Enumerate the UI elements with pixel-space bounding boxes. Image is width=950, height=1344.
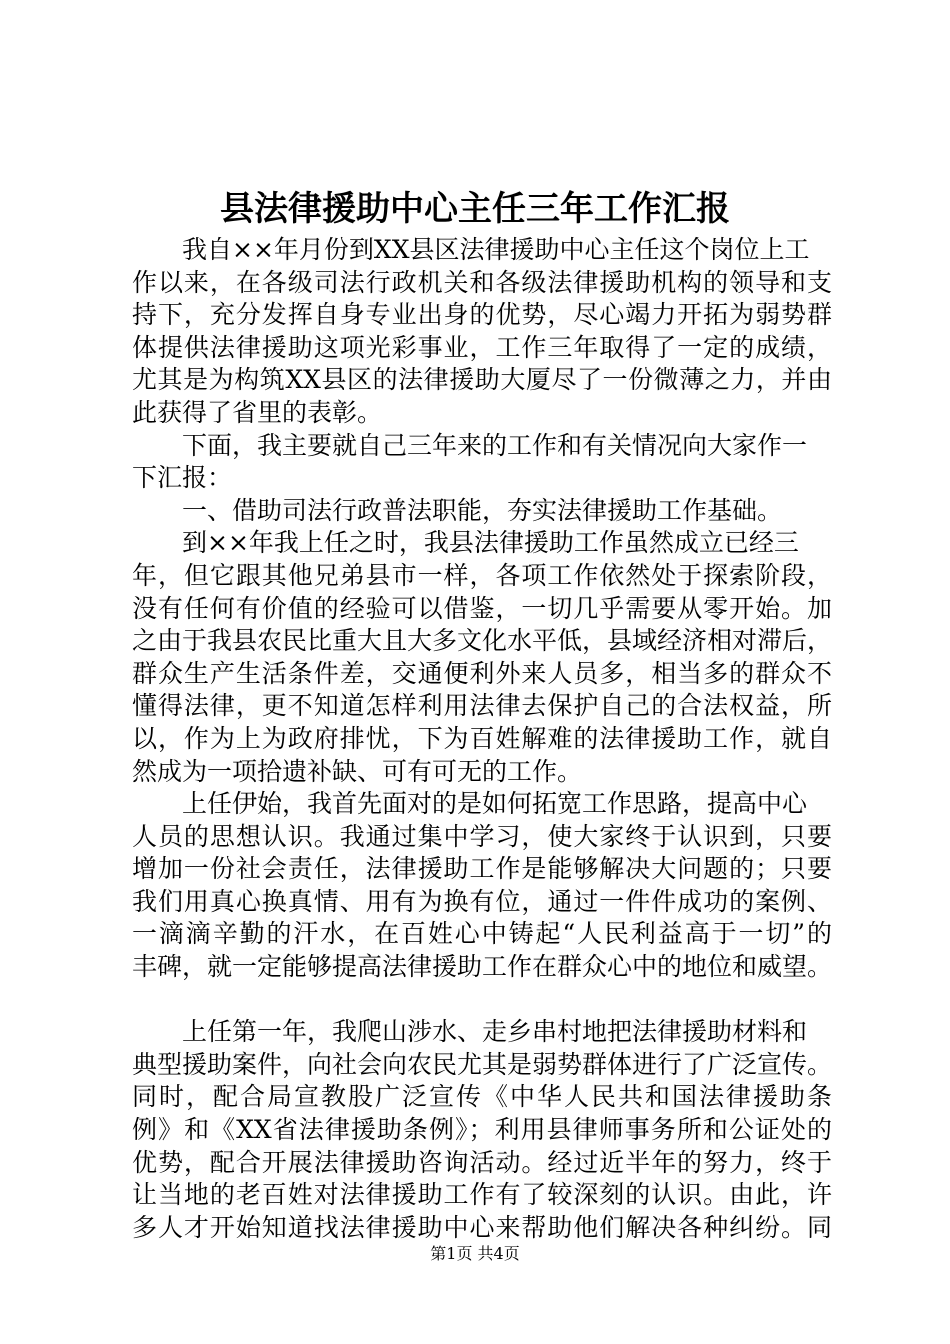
text-line: 懂得法律，更不知道怎样利用法律去保护自己的合法权益，所 <box>132 691 832 721</box>
text-line: 上任第一年，我爬山涉水、走乡串村地把法律援助材料和 <box>182 1017 808 1047</box>
text-line: 多人才开始知道找法律援助中心来帮助他们解决各种纠纷。同 <box>132 1212 832 1242</box>
text-line: 尤其是为构筑XX县区的法律援助大厦尽了一份微薄之力，并由 <box>132 365 832 395</box>
text-line: 一滴滴辛勤的汗水，在百姓心中铸起“人民利益高于一切”的 <box>132 919 832 949</box>
text-line: 以，作为上为政府排忧，下为百姓解难的法律援助工作，就自 <box>132 723 832 753</box>
text-line: 持下，充分发挥自身专业出身的优势，尽心竭力开拓为弱势群 <box>132 300 832 330</box>
text-line: 体提供法律援助这项光彩事业，工作三年取得了一定的成绩， <box>132 332 832 362</box>
text-line: 此获得了省里的表彰。 <box>132 397 383 427</box>
text-line: 群众生产生活条件差，交通便利外来人员多，相当多的群众不 <box>132 658 832 688</box>
text-line: 年，但它跟其他兄弟县市一样，各项工作依然处于探索阶段， <box>132 560 832 590</box>
text-line: 没有任何有价值的经验可以借鉴，一切几乎需要从零开始。加 <box>132 593 832 623</box>
text-line: 到××年我上任之时，我县法律援助工作虽然成立已经三 <box>182 528 799 558</box>
text-line: 同时，配合局宣教股广泛宣传《中华人民共和国法律援助条 <box>132 1082 832 1112</box>
text-line: 我们用真心换真情、用有为换有位，通过一件件成功的案例、 <box>132 886 832 916</box>
text-line: 例》和《XX省法律援助条例》；利用县律师事务所和公证处的 <box>132 1115 832 1145</box>
text-line: 优势，配合开展法律援助咨询活动。经过近半年的努力，终于 <box>132 1147 832 1177</box>
text-line: 上任伊始，我首先面对的是如何拓宽工作思路，提高中心 <box>182 789 808 819</box>
text-line: 增加一份社会责任，法律援助工作是能够解决大问题的；只要 <box>132 854 832 884</box>
paragraph-gap <box>132 984 832 1017</box>
text-line: 下面，我主要就自己三年来的工作和有关情况向大家作一 <box>182 430 808 460</box>
text-line: 让当地的老百姓对法律援助工作有了较深刻的认识。由此，许 <box>132 1180 832 1210</box>
page-number: 第1页 共4页 <box>430 1244 520 1263</box>
text-line: 之由于我县农民比重大且大多文化水平低，县域经济相对滞后， <box>132 626 833 656</box>
text-line: 然成为一项拾遗补缺、可有可无的工作。 <box>132 756 583 786</box>
text-line: 人员的思想认识。我通过集中学习，使大家终于认识到，只要 <box>132 821 832 851</box>
text-line: 我自××年月份到XX县区法律援助中心主任这个岗位上工 <box>182 235 810 264</box>
document-body <box>132 234 832 1244</box>
text-line: 丰碑，就一定能够提高法律援助工作在群众心中的地位和威望。 <box>132 952 833 982</box>
section-heading: 一、借助司法行政普法职能，夯实法律援助工作基础。 <box>182 495 783 525</box>
text-line: 作以来，在各级司法行政机关和各级法律援助机构的领导和支 <box>132 267 832 297</box>
document-title: 县法律援助中心主任三年工作汇报 <box>220 189 730 229</box>
text-line: 典型援助案件，向社会向农民尤其是弱势群体进行了广泛宣传。 <box>132 1049 833 1079</box>
text-line: 下汇报： <box>132 463 233 493</box>
